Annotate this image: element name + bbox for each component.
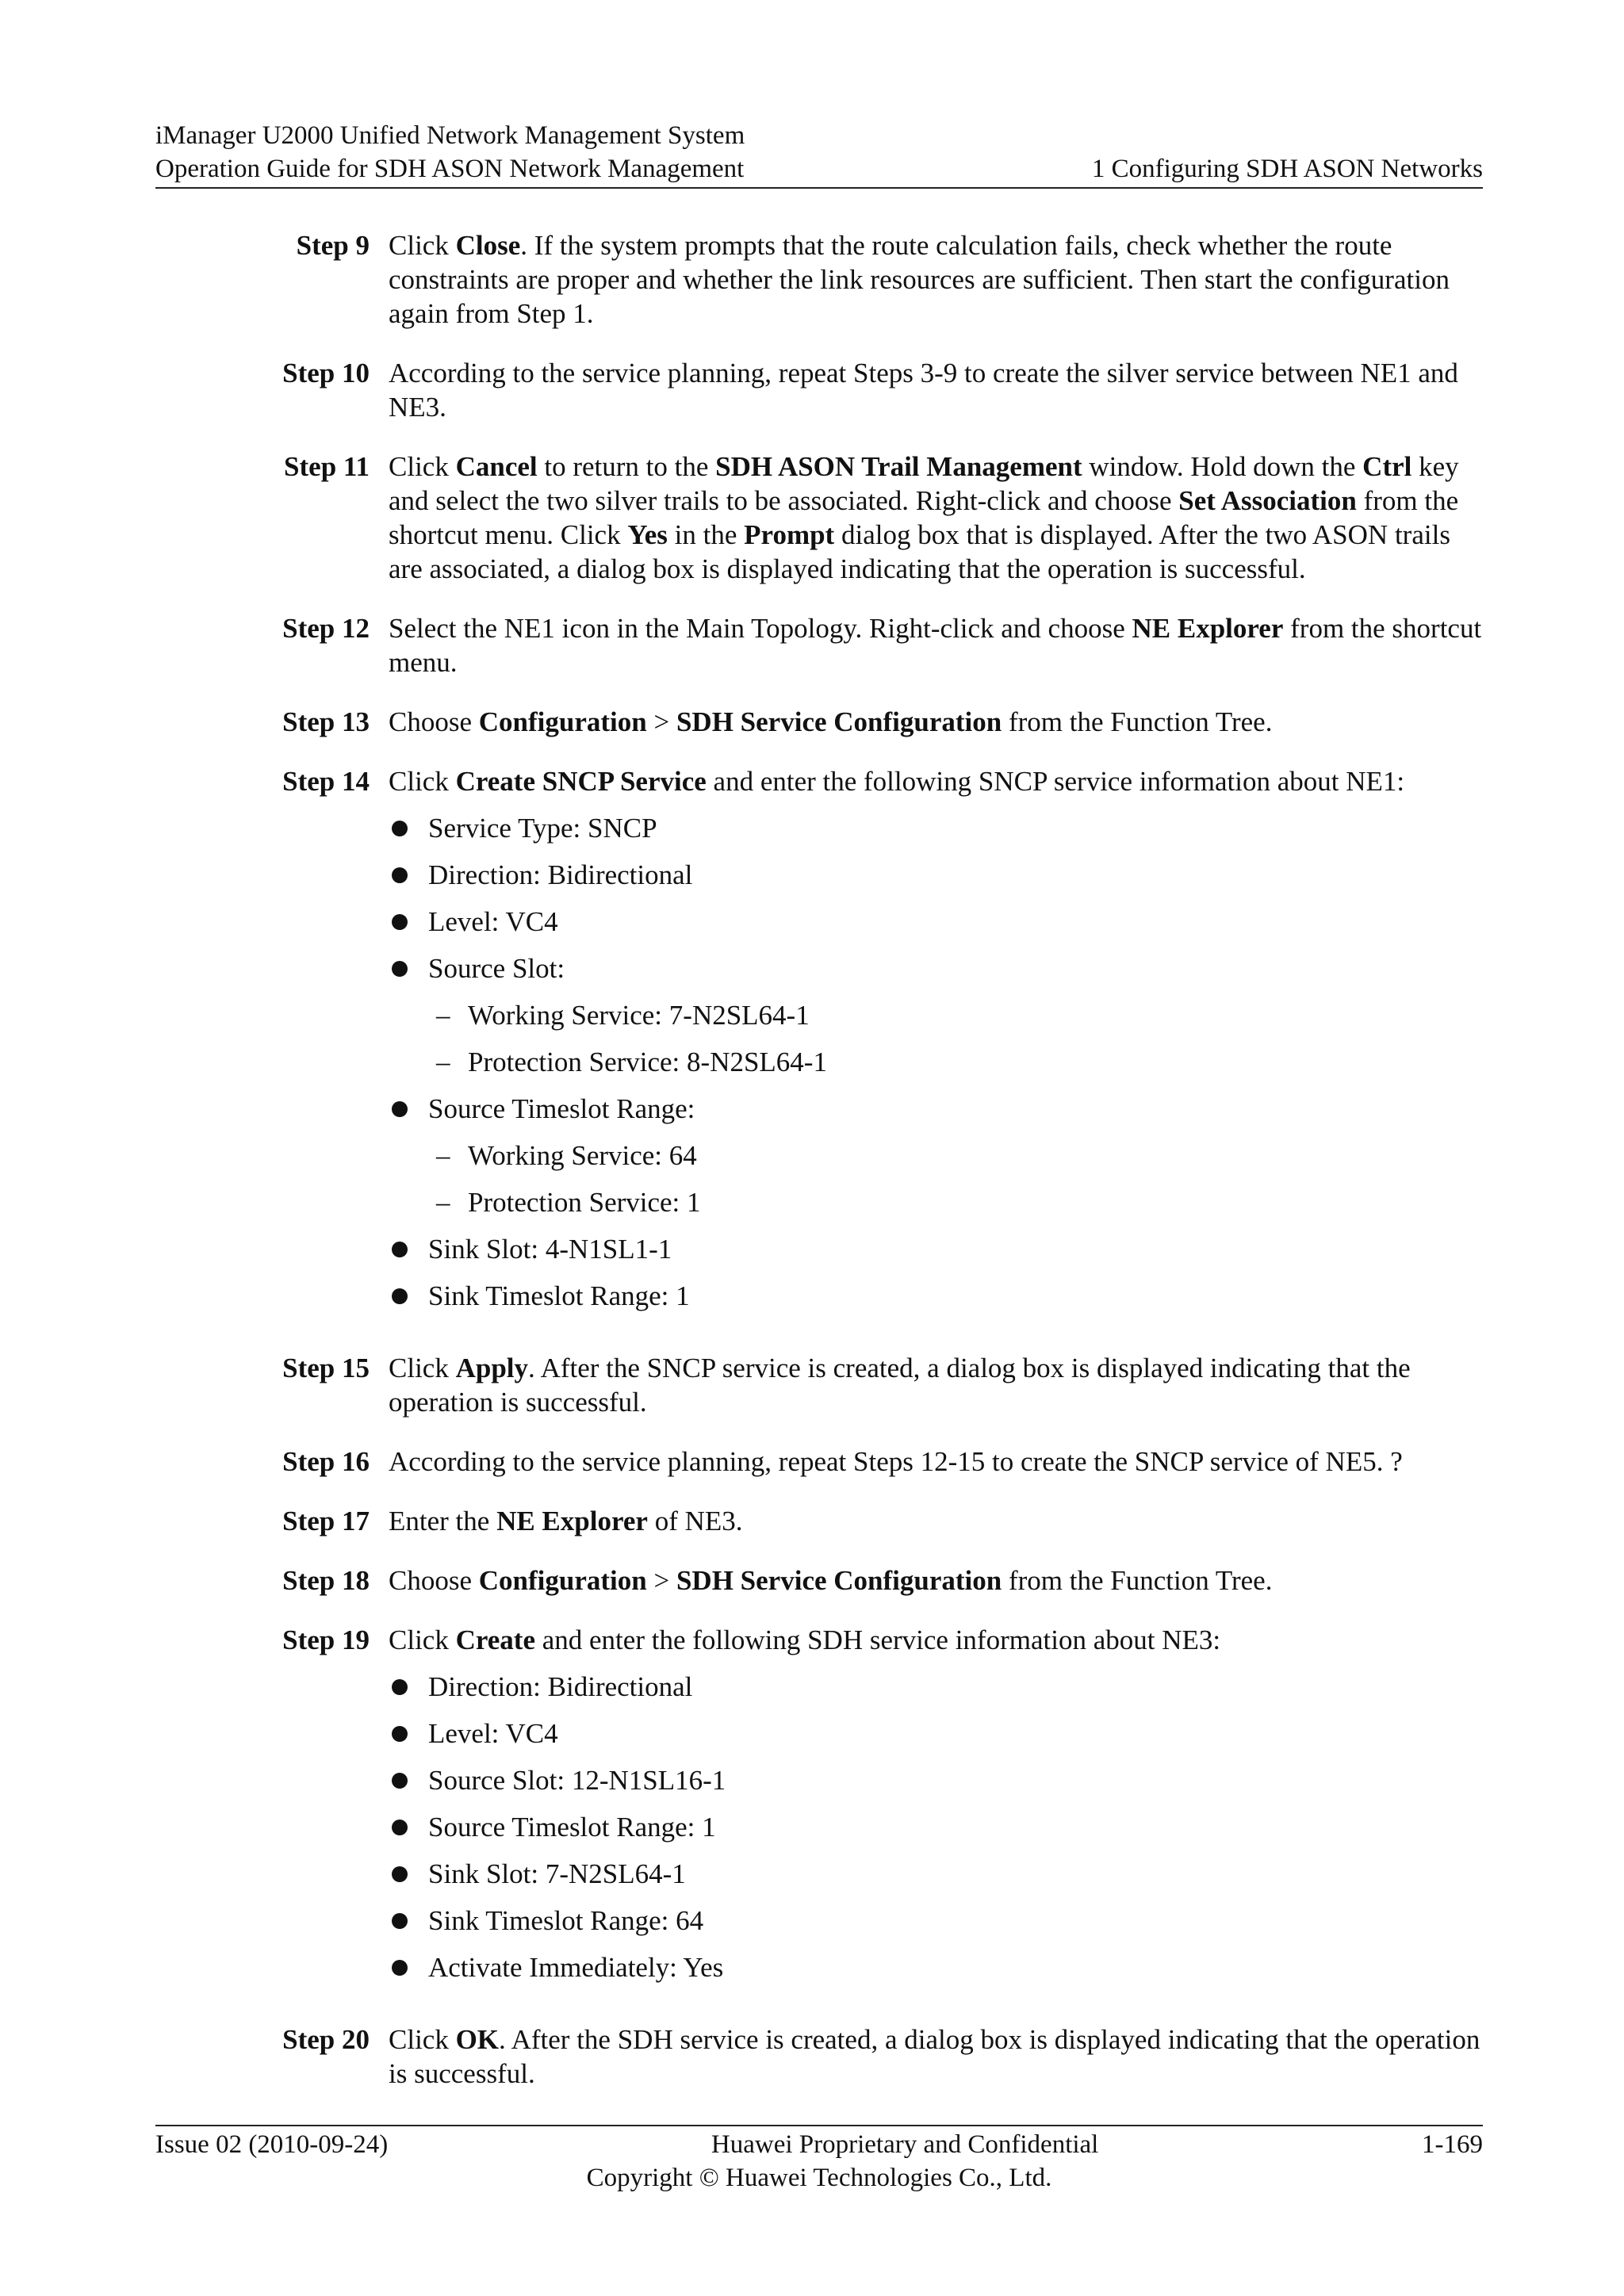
text-run: and enter the following SDH service information about NE3: xyxy=(534,1624,1221,1655)
list-item-text: Source Slot: xyxy=(428,953,565,984)
list-item-text: Source Slot: 12-N1SL16-1 xyxy=(428,1765,726,1796)
text-run: from the shortcut menu. xyxy=(389,613,1482,678)
text-run: Click xyxy=(389,230,456,261)
list-item-text: Service Type: SNCP xyxy=(428,813,657,844)
text-run: Click xyxy=(389,1624,456,1655)
step-body xyxy=(389,2022,1483,2091)
step-label: Step 16 xyxy=(282,1446,370,1477)
list-item xyxy=(389,1279,1483,1313)
list-item-text: Activate Immediately: Yes xyxy=(428,1952,724,1983)
ui-term: Ctrl xyxy=(1362,451,1412,482)
step-body xyxy=(389,1504,1483,1538)
list-item xyxy=(389,1950,1483,1984)
text-run: According to the service planning, repeat Steps 3-9 to create the silver service between NE1 and NE3. xyxy=(389,358,1458,423)
ui-term: SDH Service Configuration xyxy=(676,706,1002,737)
step-label: Step 12 xyxy=(282,613,370,644)
text-run: > xyxy=(646,706,676,737)
ui-term: Create SNCP Service xyxy=(455,766,707,797)
step-body xyxy=(389,705,1483,739)
step-label: Step 13 xyxy=(282,706,370,737)
step-text xyxy=(389,228,1483,331)
list-item xyxy=(389,1232,1483,1266)
step-label: Step 15 xyxy=(282,1353,370,1383)
step-item xyxy=(155,764,1483,1326)
list-item xyxy=(389,1857,1483,1891)
ui-term: SDH ASON Trail Management xyxy=(715,451,1082,482)
ui-term: Apply xyxy=(455,1353,529,1383)
list-item-text: Sink Timeslot Range: 64 xyxy=(428,1905,704,1936)
ui-term: Configuration xyxy=(478,706,647,737)
list-item xyxy=(389,905,1483,939)
ui-term: Set Association xyxy=(1178,485,1357,516)
list-item-text: Sink Slot: 7-N2SL64-1 xyxy=(428,1858,686,1889)
list-item xyxy=(389,951,1483,1079)
text-run: to return to the xyxy=(537,451,716,482)
step-text xyxy=(389,2022,1483,2091)
footer-row xyxy=(155,2128,1483,2161)
sub-list-item: – Working Service: 64 xyxy=(428,1138,1483,1173)
step-body xyxy=(389,1623,1483,1997)
step-text xyxy=(389,611,1483,679)
step-item xyxy=(155,1445,1483,1479)
step-body xyxy=(389,764,1483,1326)
ui-term: Create xyxy=(455,1624,535,1655)
step-body xyxy=(389,1563,1483,1598)
step-text xyxy=(389,450,1483,586)
step-label: Step 14 xyxy=(282,766,370,797)
text-run: > xyxy=(646,1565,676,1596)
list-item-text: Direction: Bidirectional xyxy=(428,859,693,890)
step-item xyxy=(155,450,1483,586)
text-run: and enter the following SNCP service information about NE1: xyxy=(706,766,1405,797)
sub-list-item: – Working Service: 7-N2SL64-1 xyxy=(428,998,1483,1032)
step-item xyxy=(155,356,1483,424)
ui-term: NE Explorer xyxy=(1132,613,1284,644)
footer-page-number: 1-169 xyxy=(1421,2130,1483,2159)
footer-rule xyxy=(155,2125,1483,2126)
ui-term: NE Explorer xyxy=(496,1506,648,1536)
list-item xyxy=(389,1670,1483,1704)
step-body xyxy=(389,611,1483,679)
step-label: Step 19 xyxy=(282,1624,370,1655)
text-run: Choose xyxy=(389,1565,479,1596)
ui-term: OK xyxy=(455,2024,500,2055)
step-body xyxy=(389,356,1483,424)
sub-list xyxy=(428,1138,1483,1219)
step-text xyxy=(389,1445,1483,1479)
step-body xyxy=(389,450,1483,586)
footer-copyright: Copyright © Huawei Technologies Co., Ltd. xyxy=(586,2164,1052,2192)
list-item xyxy=(389,1763,1483,1797)
step-body xyxy=(389,1445,1483,1479)
text-run: of NE3. xyxy=(647,1506,743,1536)
footer-issue: Issue 02 (2010-09-24) xyxy=(155,2130,389,2159)
step-text xyxy=(389,356,1483,424)
bullet-list xyxy=(389,811,1483,1313)
list-item xyxy=(389,1716,1483,1751)
step-list xyxy=(155,228,1483,2116)
text-run: . If the system prompts that the route calculation fails, check whether the route constraints are proper and whether the link resources are sufficient. Then start the configuration again from Step 1. xyxy=(389,230,1450,329)
step-item xyxy=(155,1351,1483,1419)
step-body xyxy=(389,1351,1483,1419)
page-header xyxy=(155,119,1483,189)
step-label: Step 20 xyxy=(282,2024,370,2055)
list-item xyxy=(389,811,1483,845)
list-item xyxy=(389,1810,1483,1844)
list-item-text: Sink Timeslot Range: 1 xyxy=(428,1280,690,1311)
text-run: window. Hold down the xyxy=(1082,451,1363,482)
text-run: from the shortcut menu. Click xyxy=(389,485,1459,550)
step-label: Step 18 xyxy=(282,1565,370,1596)
list-item-text: Level: VC4 xyxy=(428,906,558,937)
step-text xyxy=(389,1563,1483,1598)
ui-term: Cancel xyxy=(455,451,538,482)
footer-confidential: Huawei Proprietary and Confidential xyxy=(710,2130,1099,2159)
text-run: Click xyxy=(389,766,456,797)
list-item-text: Level: VC4 xyxy=(428,1718,558,1749)
step-item xyxy=(155,611,1483,679)
ui-term: Configuration xyxy=(478,1565,647,1596)
ui-term: SDH Service Configuration xyxy=(676,1565,1002,1596)
text-run: Click xyxy=(389,451,456,482)
step-item xyxy=(155,1504,1483,1538)
list-item-text: Source Timeslot Range: 1 xyxy=(428,1812,716,1843)
header-chapter-title: 1 Configuring SDH ASON Networks xyxy=(1091,155,1483,183)
step-item xyxy=(155,1563,1483,1598)
step-text xyxy=(389,1623,1483,1657)
list-item xyxy=(389,1904,1483,1938)
step-label: Step 11 xyxy=(284,451,370,482)
text-run: Click xyxy=(389,2024,456,2055)
text-run: Choose xyxy=(389,706,479,737)
text-run: Enter the xyxy=(389,1506,497,1536)
text-run: . After the SDH service is created, a dialog box is displayed indicating that the operation is successful. xyxy=(389,2024,1480,2089)
list-item-text: Source Timeslot Range: xyxy=(428,1093,695,1124)
step-item xyxy=(155,705,1483,739)
step-text xyxy=(389,1351,1483,1419)
step-label: Step 9 xyxy=(296,230,370,261)
step-label: Step 17 xyxy=(282,1506,370,1536)
step-text xyxy=(389,705,1483,739)
text-run: According to the service planning, repeat Steps 12-15 to create the SNCP service of NE5. ? xyxy=(389,1446,1403,1477)
sub-list xyxy=(428,998,1483,1079)
page-footer xyxy=(155,2125,1483,2195)
text-run: from the Function Tree. xyxy=(1002,1565,1273,1596)
header-guide-title: Operation Guide for SDH ASON Network Management xyxy=(155,155,745,183)
header-rule xyxy=(155,187,1483,189)
sub-list-item: – Protection Service: 8-N2SL64-1 xyxy=(428,1045,1483,1079)
step-item xyxy=(155,2022,1483,2091)
text-run: . After the SNCP service is created, a dialog box is displayed indicating that the operation is successful. xyxy=(389,1353,1411,1418)
step-body xyxy=(389,228,1483,331)
step-item xyxy=(155,228,1483,331)
step-text xyxy=(389,764,1483,798)
step-text xyxy=(389,1504,1483,1538)
text-run: Click xyxy=(389,1353,456,1383)
text-run: from the Function Tree. xyxy=(1002,706,1273,737)
list-item xyxy=(389,858,1483,892)
ui-term: Close xyxy=(455,230,521,261)
step-label: Step 10 xyxy=(282,358,370,388)
list-item-text: Direction: Bidirectional xyxy=(428,1671,693,1702)
sub-list-item: – Protection Service: 1 xyxy=(428,1185,1483,1219)
bullet-list xyxy=(389,1670,1483,1984)
list-item-text: Sink Slot: 4-N1SL1-1 xyxy=(428,1234,672,1265)
text-run: Select the NE1 icon in the Main Topology. Right-click and choose xyxy=(389,613,1132,644)
ui-term: Yes xyxy=(627,519,668,550)
text-run: dialog box that is displayed. After the two ASON trails are associated, a dialog box is displayed indicating that the operation is successful. xyxy=(389,519,1450,584)
header-row xyxy=(155,152,1483,186)
step-item xyxy=(155,1623,1483,1997)
header-product-title: iManager U2000 Unified Network Management System xyxy=(155,121,745,150)
ui-term: Prompt xyxy=(744,519,835,550)
text-run: in the xyxy=(667,519,745,550)
list-item xyxy=(389,1092,1483,1219)
text-run: key and select the two silver trails to be associated. Right-click and choose xyxy=(389,451,1459,516)
